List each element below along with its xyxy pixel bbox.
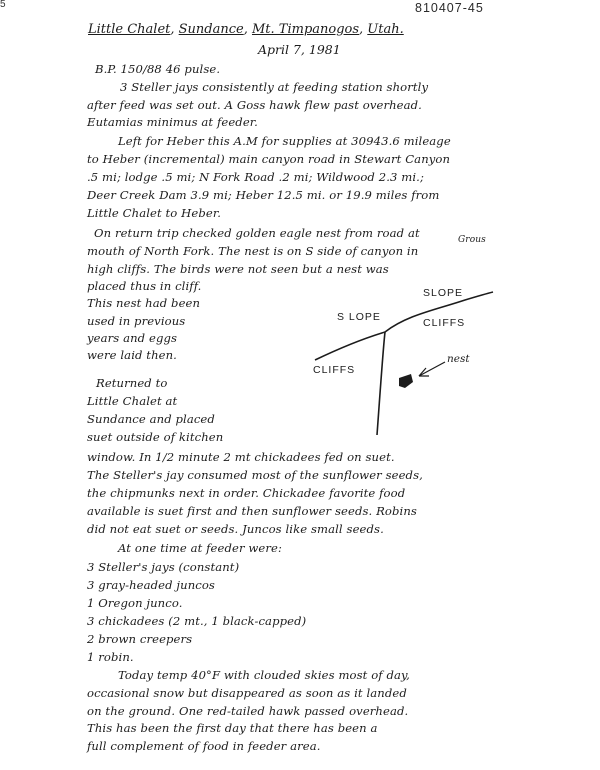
text-line: Little Chalet at <box>87 394 178 408</box>
text-line: The Steller's jay consumed most of the sunflower seeds, <box>87 468 423 482</box>
text-line: placed thus in cliff. <box>87 279 202 293</box>
list-item: 3 Steller's jays (constant) <box>87 560 240 574</box>
text-line: after feed was set out. A Goss hawk flew past overhead. <box>87 98 422 112</box>
canyon-line <box>377 332 385 435</box>
reference-number: 810407-45 <box>415 1 484 15</box>
text-line: 3 Steller jays consistently at feeding station shortly <box>120 80 429 94</box>
text-line: Sundance and placed <box>87 412 215 426</box>
text-line: At one time at feeder were: <box>118 541 282 555</box>
text-line: used in previous <box>87 314 186 328</box>
text-line: were laid then. <box>87 348 177 362</box>
text-line: on the ground. One red-tailed hawk passed overhead. <box>87 704 409 718</box>
label-slope-left: S LOPE <box>337 311 381 323</box>
text-line: full complement of food in feeder area. <box>87 739 321 753</box>
text-line: Little Chalet to Heber. <box>87 206 221 220</box>
title-place-3: Mt. Timpanogos <box>251 22 360 37</box>
label-nest: nest <box>447 353 470 365</box>
list-item: 1 robin. <box>87 650 134 664</box>
text-line: mouth of North Fork. The nest is on S side of canyon in <box>87 244 419 258</box>
nest-arrow-shaft <box>419 362 445 376</box>
text-insert: Grous <box>458 235 486 245</box>
text-line: years and eggs <box>87 331 178 345</box>
text-line: This has been the first day that there has been a <box>87 721 378 735</box>
canyon-sketch <box>295 270 585 435</box>
page-title: Little Chalet, Sundance, Mt. Timpanogos, Utah. <box>88 22 404 37</box>
text-line: On return trip checked golden eagle nest from road at <box>94 226 420 240</box>
text-line: Eutamias minimus at feeder. <box>87 115 258 129</box>
list-item: 3 gray-headed juncos <box>87 578 215 592</box>
text-line: did not eat suet or seeds. Juncos like small seeds. <box>87 522 384 536</box>
text-line: This nest had been <box>87 296 201 310</box>
list-item: 3 chickadees (2 mt., 1 black-capped) <box>87 614 307 628</box>
text-line: window. In 1/2 minute 2 mt chickadees fed on suet. <box>87 450 395 464</box>
label-slope-right: SLOPE <box>423 287 464 299</box>
entry-date: April 7, 1981 <box>258 42 341 57</box>
text-line: B.P. 150/88 46 pulse. <box>95 62 221 76</box>
label-cliffs-right: CLIFFS <box>423 317 466 329</box>
text-line: occasional snow but disappeared as soon as it landed <box>87 686 407 700</box>
text-line: high cliffs. The birds were not seen but a nest was <box>87 262 389 276</box>
list-item: 2 brown creepers <box>87 632 193 646</box>
edge-mark: 5 <box>0 0 6 10</box>
text-line: .5 mi; lodge .5 mi; N Fork Road .2 mi; Wildwood 2.3 mi.; <box>87 170 424 184</box>
slope-line-left <box>315 332 385 360</box>
text-line: Left for Heber this A.M for supplies at 30943.6 mileage <box>118 134 451 148</box>
text-line: to Heber (incremental) main canyon road in Stewart Canyon <box>87 152 451 166</box>
title-place-2: Sundance <box>178 22 244 37</box>
text-line: available is suet first and then sunflower seeds. Robins <box>87 504 417 518</box>
text-line: the chipmunks next in order. Chickadee favorite food <box>87 486 406 500</box>
text-line: suet outside of kitchen <box>87 430 224 444</box>
nest-mark <box>399 374 413 388</box>
title-place-4: Utah. <box>367 22 404 37</box>
canyon-sketch-svg <box>295 270 585 435</box>
label-cliffs-left: CLIFFS <box>313 364 356 376</box>
text-line: Today temp 40°F with clouded skies most of day, <box>118 668 410 682</box>
text-line: Returned to <box>96 376 168 390</box>
title-place-1: Little Chalet <box>88 22 171 37</box>
text-line: Deer Creek Dam 3.9 mi; Heber 12.5 mi. or 19.9 miles from <box>87 188 440 202</box>
list-item: 1 Oregon junco. <box>87 596 183 610</box>
